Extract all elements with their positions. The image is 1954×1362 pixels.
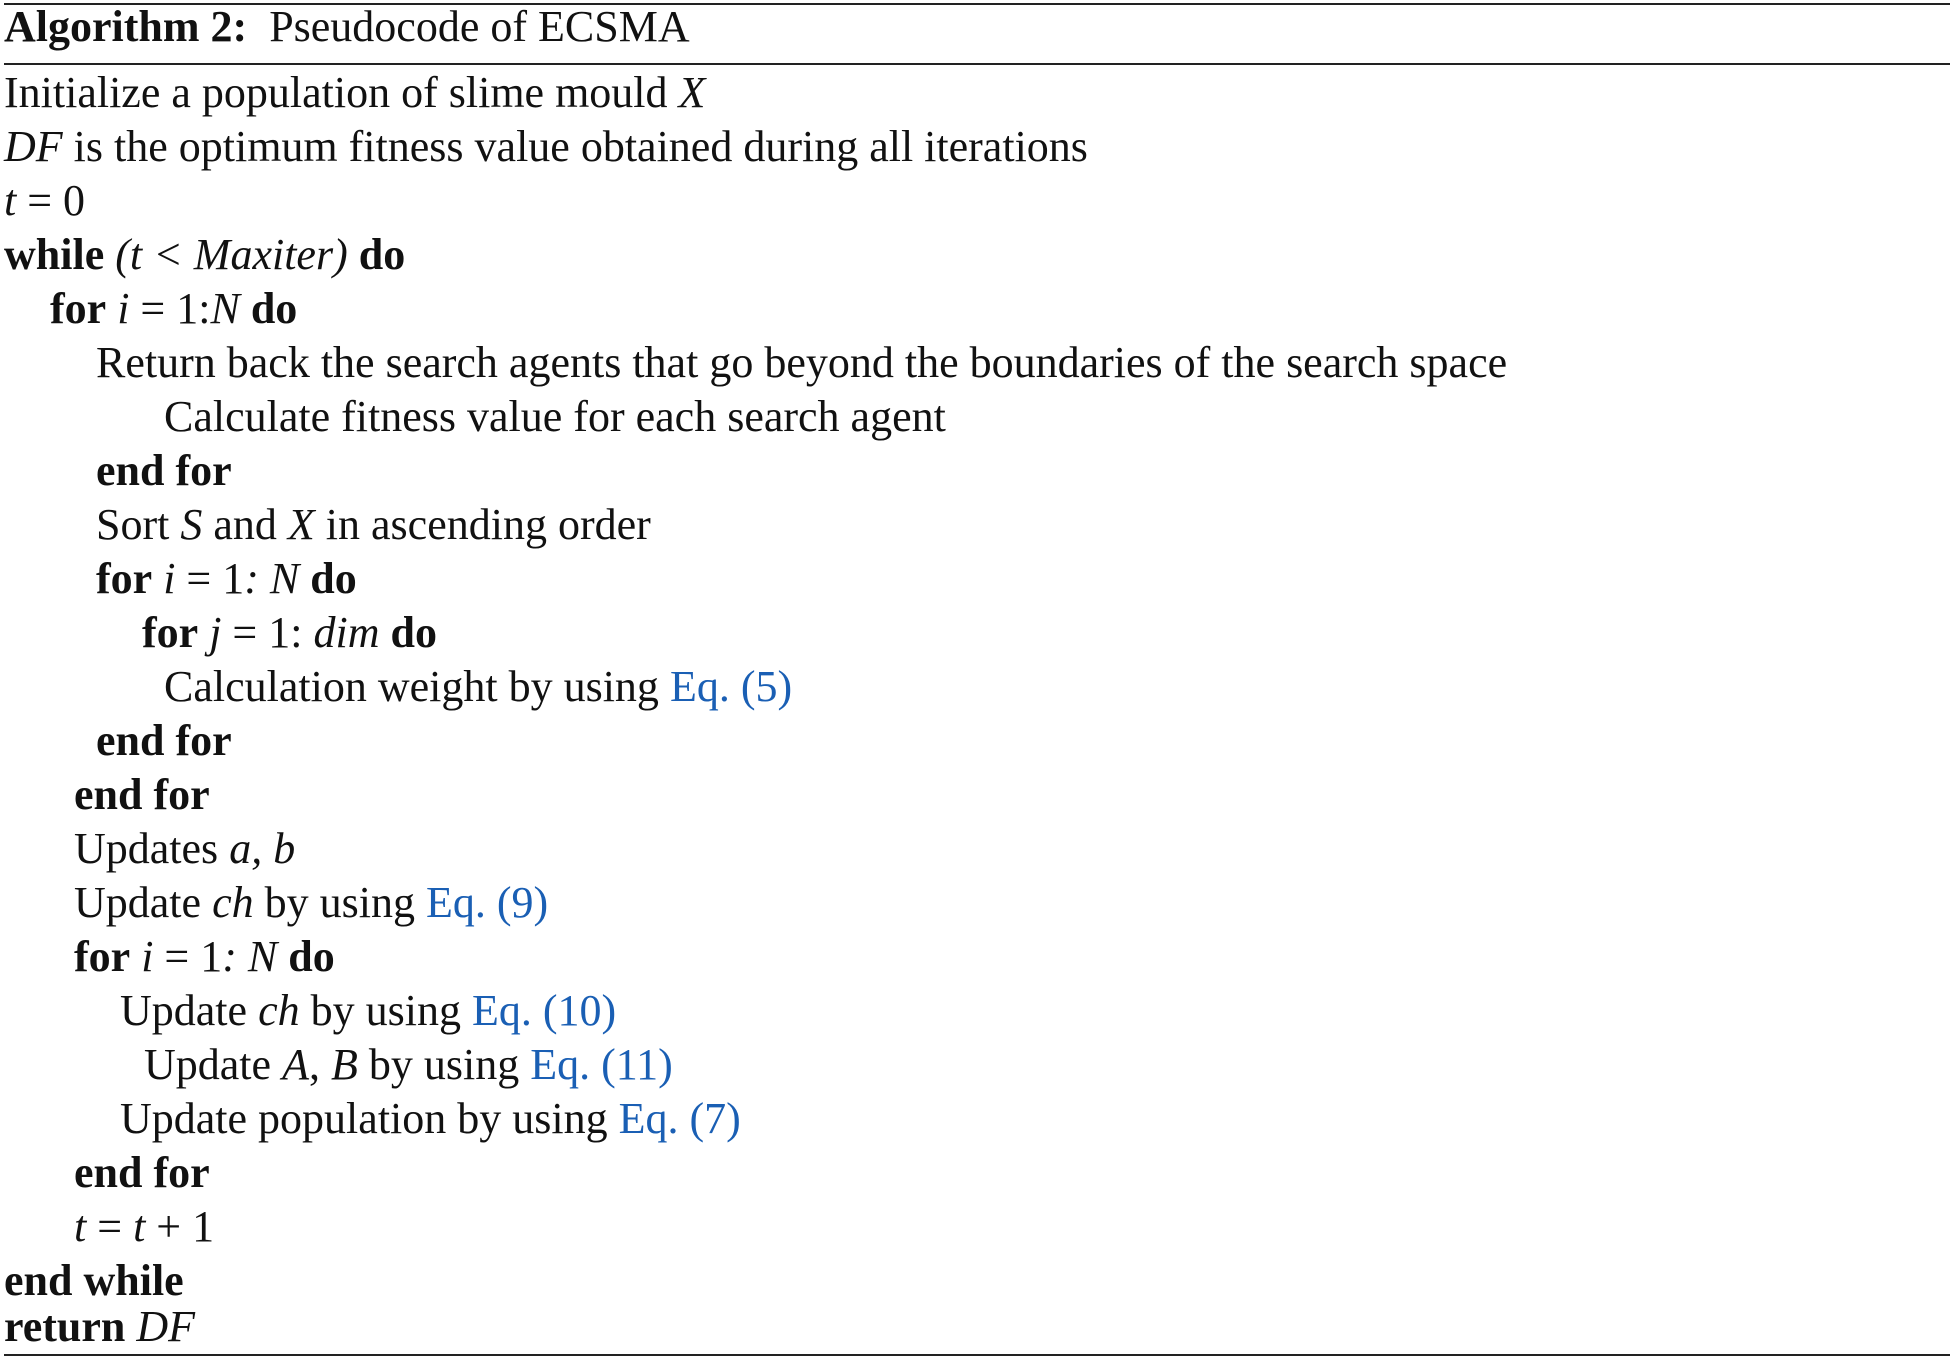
code-line-1: Initialize a population of slime mould X (4, 68, 706, 117)
code-line-21: end for (74, 1148, 210, 1197)
code-line-20: Update population by using Eq. (7) (120, 1094, 741, 1143)
code-line-11: for j = 1: dim do (142, 608, 437, 657)
code-line-6: Return back the search agents that go beyond the boundaries of the search space (96, 338, 1508, 387)
code-line-7: Calculate fitness value for each search agent (164, 392, 946, 441)
code-line-2: DF is the optimum fitness value obtained during all iterations (4, 122, 1088, 171)
code-line-3: t = 0 (4, 176, 86, 225)
code-line-14: end for (74, 770, 210, 819)
header-rule (4, 63, 1950, 65)
code-line-19: Update A, B by using Eq. (11) (144, 1040, 673, 1089)
equation-link[interactable]: Eq. (11) (530, 1040, 673, 1089)
equation-link[interactable]: Eq. (5) (669, 662, 793, 711)
code-line-16: Update ch by using Eq. (9) (74, 878, 549, 927)
code-line-13: end for (96, 716, 232, 765)
algorithm-label: Algorithm 2: (4, 2, 248, 51)
code-line-15: Updates a, b (74, 824, 296, 873)
code-line-12: Calculation weight by using Eq. (5) (164, 662, 793, 711)
code-line-23: end while (4, 1256, 184, 1305)
code-line-4: while (t < Maxiter) do (4, 230, 406, 279)
code-line-22: t = t + 1 (74, 1202, 215, 1251)
code-line-9: Sort S and X in ascending order (96, 500, 651, 549)
code-line-18: Update ch by using Eq. (10) (120, 986, 617, 1035)
code-line-17: for i = 1: N do (74, 932, 335, 981)
algorithm-title: Pseudocode of ECSMA (269, 2, 690, 51)
algorithm-header (4, 0, 690, 54)
code-line-10: for i = 1: N do (96, 554, 357, 603)
code-line-5: for i = 1:N do (50, 284, 298, 333)
equation-link[interactable]: Eq. (7) (618, 1094, 741, 1143)
code-line-24: return DF (4, 1302, 196, 1351)
bottom-rule (4, 1354, 1950, 1356)
equation-link[interactable]: Eq. (10) (471, 986, 617, 1035)
equation-link[interactable]: Eq. (9) (425, 878, 549, 927)
code-line-8: end for (96, 446, 232, 495)
